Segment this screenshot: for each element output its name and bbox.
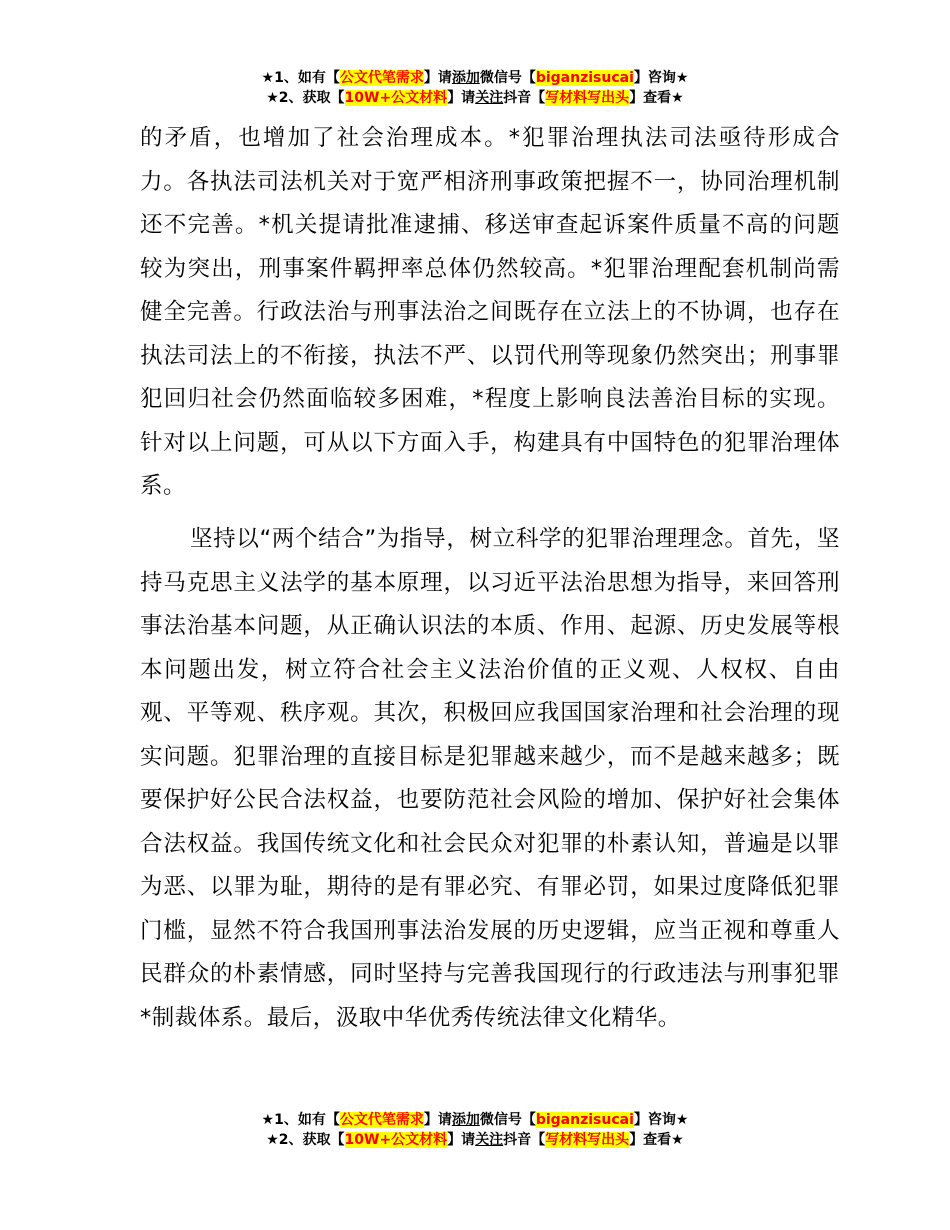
banner-text: 抖音【 <box>503 90 546 106</box>
banner-text: 微信号【 <box>479 1112 536 1128</box>
banner-text: 】咨询★ <box>633 70 689 86</box>
banner-text: 】查看★ <box>629 90 684 106</box>
body-paragraph-1 <box>140 117 840 509</box>
banner-line-2 <box>0 1130 950 1150</box>
banner-text: 】请 <box>447 1132 476 1148</box>
paragraph-text: 的矛盾，也增加了社会治理成本。*犯罪治理执法司法亟待形成合力。各执法司法机关对于宽严相济刑事政策把握不一，协同治理机制还不完善。*机关提请批准逮捕、移送审查起诉案件质量不高的问题较为突出，刑事案件羁押率总体仍然较高。*犯罪治理配套机制尚需健全完善。行政法治与刑事法治之间既存在立法上的不协调，也存在执法司法上的不衔接，执法不严、以罚代刑等现象仍然突出；刑事罪犯回归社会仍然面临较多困难，*程度上影响良法善治目标的实现。针对以上问题，可从以下方面入手，构建具有中国特色的犯罪治理体系。 <box>140 125 840 499</box>
banner-text: 】请 <box>423 1112 452 1128</box>
banner-highlight: 公文代笔需求 <box>339 1112 424 1128</box>
banner-text: 微信号【 <box>479 70 536 86</box>
banner-text: ★2、获取【 <box>266 90 345 106</box>
banner-text: ★2、获取【 <box>266 1132 345 1148</box>
banner-highlight: biganzisucai <box>535 70 634 86</box>
banner-line-1 <box>0 68 950 88</box>
banner-line-1 <box>0 1110 950 1130</box>
body-paragraph-2 <box>140 518 840 1040</box>
banner-text: 】咨询★ <box>633 1112 689 1128</box>
banner-highlight: 10W+公文材料 <box>344 1132 448 1148</box>
banner-underlined: 关注 <box>475 1132 504 1148</box>
banner-underlined: 添加 <box>451 1112 480 1128</box>
banner-underlined: 添加 <box>451 70 480 86</box>
banner-highlight: 写材料写出头 <box>545 1132 630 1148</box>
banner-text: 】请 <box>423 70 452 86</box>
banner-text: ★1、如有【 <box>261 1112 340 1128</box>
banner-highlight: 写材料写出头 <box>545 90 630 106</box>
banner-text: 抖音【 <box>503 1132 546 1148</box>
banner-highlight: 10W+公文材料 <box>344 90 448 106</box>
banner-underlined: 关注 <box>475 90 504 106</box>
header-banner <box>0 68 950 108</box>
banner-text: 】请 <box>447 90 476 106</box>
banner-line-2 <box>0 88 950 108</box>
banner-highlight: 公文代笔需求 <box>339 70 424 86</box>
footer-banner <box>0 1110 950 1150</box>
banner-highlight: biganzisucai <box>535 1112 634 1128</box>
paragraph-text: 坚持以“两个结合”为指导，树立科学的犯罪治理理念。首先，坚持马克思主义法学的基本原理，以习近平法治思想为指导，来回答刑事法治基本问题，从正确认识法的本质、作用、起源、历史发展等根本问题出发，树立符合社会主义法治价值的正义观、人权权、自由观、平等观、秩序观。其次，积极回应我国国家治理和社会治理的现实问题。犯罪治理的直接目标是犯罪越来越少，而不是越来越多；既要保护好公民合法权益，也要防范社会风险的增加、保护好社会集体合法权益。我国传统文化和社会民众对犯罪的朴素认知，普遍是以罪为恶、以罪为耻，期待的是有罪必究、有罪必罚，如果过度降低犯罪门槛，显然不符合我国刑事法治发展的历史逻辑，应当正视和尊重人民群众的朴素情感，同时坚持与完善我国现行的行政违法与刑事犯罪*制裁体系。最后，汲取中华优秀传统法律文化精华。 <box>140 526 840 1031</box>
banner-text: ★1、如有【 <box>261 70 340 86</box>
banner-text: 】查看★ <box>629 1132 684 1148</box>
